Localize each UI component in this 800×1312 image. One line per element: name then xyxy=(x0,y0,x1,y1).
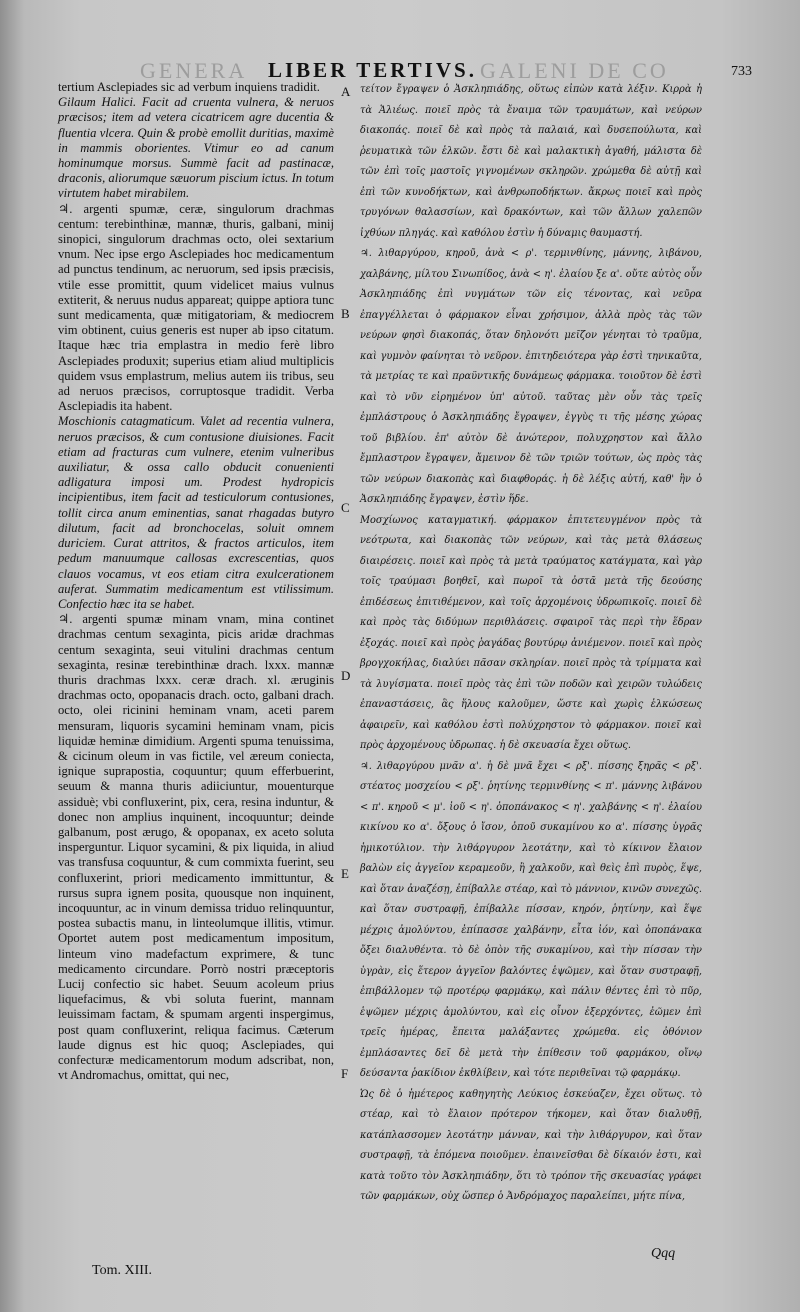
margin-letter-c: C xyxy=(341,500,350,515)
tome-footer: Tom. XIII. xyxy=(92,1263,153,1278)
latin-paragraph: tertium Asclepiades sic ad verbum inquiens tradidit. xyxy=(58,80,320,94)
margin-letter-e: E xyxy=(341,866,349,881)
greek-paragraph: Μοσχίωνος καταγματική. φάρμακον ἐπιτετευγμένον πρὸς τὰ νεότρωτα, καὶ διακοπὰς τῶν νεύρων, καὶ τὰς μετὰ θλάσεως διαιρέσεις. ποιεῖ καὶ πρὸς τὰ μετὰ τραύματος κατάγματα, καὶ γὰρ τοῖς τραύμασι βοηθεῖ, καὶ πωροῖ τὰ ὀστᾶ μετὰ τῆς δεούσης ἐπιδέσεως ἐπιτιθέμενον, καὶ τοῖς ἀρχομένοις ὑδρωπικοῖς. ποιεῖ δὲ καὶ πρὸς τὰς διδύμων περιθλάσεις. σφαιροῖ τὰς περὶ τὴν ἕδραν ἐξοχάς. ποιεῖ καὶ πρὸς ῥαγάδας βουτύρῳ ἀνιέμενον. ποιεῖ καὶ πρὸς βρογχοκήλας, διαλύει πᾶσαν σκληρίαν. ποιεῖ πρὸς τὰ τρίμματα καὶ τὰ λυγίσματα. ποιεῖ πρὸς τὰς ἐπὶ τῶν ποδῶν καὶ χειρῶν τυλώδεις ἐπαναστάσεις, ἃς ἥλους καλοῦμεν, ὥστε καὶ χωρὶς ἑλκώσεως ἀφαιρεῖν, καὶ καθόλου ἐστὶ πολύχρηστον τὸ φάρμακον. ποιεῖ καὶ πρὸς ἀρχομένους ὑδρωπας. ἡ δὲ σκευασία ἔχει οὕτως. xyxy=(360,514,702,751)
greek-paragraph: ♃. λιθαργύρου, κηροῦ, ἀνὰ < ρ'. τερμινθίνης, μάννης, λιβάνου, χαλβάνης, μίλτου Σινωπίδος, ἀνὰ < η'. ἐλαίου ξε α'. οὔτε αὐτὸς οὖν Ἀσκληπιάδης ἐπὶ νυγμάτων τῶν εἰς τένοντας, καὶ νεῦρα ἐπαγγέλλεται ὁ φάρμακον εἶναι χρήσιμον, ἀλλὰ πρὸς τὰς τῶν νεύρων φησὶ διακοπάς, ὅταν δηλονότι μεῖζον γένηται τὸ τραῦμα, καὶ γυμνὸν φαίνηται τὸ νεῦρον. ἐπιτηδειότερα γὰρ ἐστὶ τηνικαῦτα, τὰ μετρίας τε καὶ πραϋντικῆς δυνάμεως φάρμακα. τοιοῦτον δὲ ἐστὶ καὶ τὸ νῦν εἰρημένον ὑπ' αὐτοῦ. ταῦτας μὲν οὖν τὰς τρεῖς ἐμπλάστρους ὁ Ἀσκληπιάδης ἔγραψεν, ἐγγὺς τι τῆς μέσης χώρας τοῦ βιβλίου. ἐπ' αὐτὸν δὲ ἀνώτερον, πολυχρηστον καὶ ἄλλο ἔμπλαστρον ἔγραψεν, ἄμεινον δὲ τῶν τριῶν τούτων, ὡς πρὸς τὰς τῶν νεύρων διακοπὰς καὶ διαφθοράς. ἡ δὲ λέξις αὐτή, καθ' ἣν ὁ Ἀσκληπιάδης ἔγραψεν, ἐστὶν ἥδε. xyxy=(360,248,702,505)
greek-column xyxy=(360,80,702,1208)
bleed-through-text-left: GENERA xyxy=(140,58,248,83)
margin-letter-a: A xyxy=(341,84,351,99)
latin-column xyxy=(58,80,334,1083)
greek-paragraph: τείτον ἔγραψεν ὁ Ἀσκληπιάδης, οὕτως εἰπὼν κατὰ λέξιν. Κιρρὰ ἡ τὰ Ἁλιέως. ποιεῖ πρὸς τὰ ἔναιμα τῶν τραυμάτων, καὶ νεύρων διακοπάς. ποιεῖ δὲ καὶ πρὸς τὰ παλαιά, καὶ δυσεπούλωτα, καὶ ῥευματικὰ τῶν ἑλκῶν. ἔστι δὲ καὶ μαλακτικὴ ἀγαθή, μάλιστα δὲ τῶν ἐπὶ τοῖς μαστοῖς γιγνομένων σκληρῶν. χρώμεθα δὲ αὐτῇ καὶ ἐπὶ τῶν κυνοδήκτων, καὶ ἀνθρωποδήκτων. ἄκρως ποιεῖ καὶ πρὸς τρυγόνων θαλασσίων, καὶ δρακόντων, καὶ τῶν ἄλλων χαλεπῶν ἰχθύων πληγάς. καὶ καθόλου ἐστὶν ἡ δύναμις θαυμαστή. xyxy=(360,84,702,239)
latin-paragraph: ♃. argenti spumæ, ceræ, singulorum drachmas centum: terebinthinæ, mannæ, thuris, galbani, minij sinopici, singulorum drachmas octo, olei sextarium vnum. Nec ipse ergo Asclepiades hoc medicamentum ad punctus tendinum, ac neruorum, sed ipsis præcisis, vtile esse promittit, quum videlicet maius vulnus extiterit, & neruus nudus appareat; quippe aptiora tunc sunt medicamenta, quæ mitigatoriam, & mediocrem vim obtinent, cuius generis est nuper ab ipso citatum. Itaque hæc tria emplastra in medio ferè libro Asclepiades produxit; superius etiam aliud multiplicis quidem vsus emplastrum, melius autem iis tribus, seu ad neruos præcisos, corruptosque tradidit. Verba Asclepiadis ita habent. xyxy=(58,201,334,414)
latin-paragraph: ♃. argenti spumæ minam vnam, mina continet drachmas centum sexaginta, picis aridæ drachmas centum sexaginta, seui vitulini drachmas centum sexaginta, resinæ terebinthinæ drach. lxxx. mannæ thuris drachmas lxxx. ceræ drach. xl. æruginis drachmas octo, opopanacis drach. octo, galbani drach. octo, olei ricinini heminam vnam, aceti parem mensuram, liquoris sycamini heminam vnam, picis liquidæ heminæ dimidium. Argenti spuma tenuissima, & cicinum oleum in vas fictile, vel æreum coniecta, ignique suprapostia, coquuntur; quum efferbuerint, seuum & manna thuris adiiciuntur, mouenturque assiduè; vbi confluxerint, pix, cera, resina induntur, & donec non amplius inquinent, incoquuntur; deinde galbanum, post ærugo, & opopanax, ex aceto soluta insperguntur. Liquor sycamini, & pix liquida, in aliud vas transfusa coquuntur, & cum commixta fuerint, seu confluxerint, priori medicamento immittuntur, & rursus supra ignem posita, quousque non inquinent, incoquuntur, ac in vinum demissa triduo relinquuntur, postea subactis manu, in linteolumque illitis, vtimur. Oportet autem post medicamentum impositum, linteum vino madefactum exprimere, & tunc medicamento circundare. Porrò nostri præceptoris Lucij confectio sic habet. Seuum acoleum prius liquefacimus, & vbi soluta fuerint, mannam leuissimam factam, & spumam argenti inspergimus, post quam confluxerint, reliqua facimus. Cæterum laude dignus est hic quoq; Asclepiades, qui confecturæ medicamentorum modum adscribat, non, vt Andromachus, omittat, qui nec, xyxy=(58,612,334,1083)
greek-paragraph: ♃. λιθαργύρου μνᾶν α'. ἡ δὲ μνᾶ ἔχει < ρξ'. πίσσης ξηρᾶς < ρξ'. στέατος μοσχείου < ρξ'. ῥητίνης τερμινθίνης < π'. μάννης λιβάνου < π'. κηροῦ < μ'. ἰοῦ < η'. ὀποπάνακος < η'. χαλβάνης < η'. ἐλαίου κικίνου κο α'. ὄξους ὁ ἴσον, ὀποῦ συκαμίνου κο α'. πίσσης ὑγρᾶς ἡμικοτύλιον. τὴν λιθάργυρον λεοτάτην, καὶ τὸ κίκινον ἔλαιον βαλὼν εἰς ἀγγεῖον κεραμεοῦν, ἢ χαλκοῦν, καὶ θεὶς ἐπὶ πυρὸς, ἕψε, καὶ ὅταν ἀναζέσῃ, ἐπίβαλλε στέαρ, καὶ τὸ μάννιον, κινῶν συνεχῶς. καὶ ὅταν συστραφῇ, ἐπίβαλλε πίσσαν, κηρόν, ῥητίνην, καὶ ἕψε μέχρις ἀμολύντου, ἐπίπασσε χαλβάνην, εἶτα ἰόν, καὶ ὀποπάνακα ὄξει διαλυθέντα. τὸ δὲ ὀπὸν τῆς συκαμίνου, καὶ τὴν πίσσαν τὴν ὑγρὰν, εἰς ἕτερον ἀγγεῖον βαλόντες ἑψῶμεν, καὶ ὅταν συστραφῇ, ἐπιβάλλομεν τῷ προτέρῳ φαρμάκῳ, καὶ πάλιν θέντες ἐπὶ τὸ πῦρ, ἑψῶμεν μέχρις ἀμολύντου, καὶ εἰς οἶνον ἐξερχόντες, ἐῶμεν ἐπὶ τρεῖς ἡμέρας, ἔπειτα μαλάξαντες χρώμεθα. εἰς ὀθόνιον ἐμπλάσαντες δεῖ δὲ μετὰ τὴν ἐπίθεσιν τοῦ φαρμάκου, οἴνῳ δεύσαντα ῥακίδιον ἐκθλίβειν, καὶ τότε περιθεῖναι τῷ φαρμάκῳ. xyxy=(360,760,702,1079)
bleed-through-text-right: GALENI DE CO xyxy=(480,58,669,83)
signature-mark: Qqq xyxy=(651,1246,676,1261)
running-header: LIBER TERTIVS. xyxy=(268,58,477,82)
greek-paragraph: Ὡς δὲ ὁ ἡμέτερος καθηγητὴς Λεύκιος ἐσκεύαζεν, ἔχει οὕτως. τὸ στέαρ, καὶ τὸ ἔλαιον πρότερον τήκομεν, καὶ ὅταν διαλυθῇ, κατάπλασσομεν λεοτάτην μάνναν, καὶ τὴν λιθάργυρον, καὶ ὅταν συστραφῇ, τὰ ἑπόμενα ποιοῦμεν. ἐπαινεῖσθαι δὲ δίκαιόν ἐστι, καὶ κατὰ τοῦτο τὸν Ἀσκληπιάδην, ὅτι τὸ τρόπον τῆς σκευασίας γράφει τῶν φαρμάκων, οὐχ ὥσπερ ὁ Ἀνδρόμαχος παραλείπει, μήτε πίνα, xyxy=(360,1088,702,1202)
page-number: 733 xyxy=(731,64,752,79)
margin-letter-f: F xyxy=(341,1066,349,1081)
latin-paragraph: Moschionis catagmaticum. Valet ad recentia vulnera, neruos præcisos, & cum contusione diuisiones. Facit etiam ad fracturas cum vulnere, etenim vulneribus auxiliatur, & ossa callo obducit conuenienti adligatura imposi um. Prodest hydropicis incipientibus, item facit ad testiculorum contusiones, tollit circa anum eminentias, sanat rhagadas butyro dilutum, facit ad bronchocelas, soluit omnem duriciem. Curat attritos, & fractos articulos, item pedum manuumque callosas excrescentias, quos clauos vocamus, vt eos etiam citra exulcerationem auferat. Summatim medicamentum est vtilissimum. Confectio hæc ita se habet. xyxy=(58,414,334,611)
margin-letter-d: D xyxy=(341,668,351,683)
latin-paragraph: Gilaum Halici. Facit ad cruenta vulnera, & neruos præcisos; item ad vetera cicatricem agre ducentia & fluentia vlcera. Quin & probè emollit duritias, maximè in mammis oborientes. Vtimur eo ad canum hominumque morsus. Summè facit ad pastinacæ, draconis, aliorumque sæuorum piscium ictus. In totum virtutem habet mirabilem. xyxy=(58,95,334,201)
margin-letter-b: B xyxy=(341,306,350,321)
